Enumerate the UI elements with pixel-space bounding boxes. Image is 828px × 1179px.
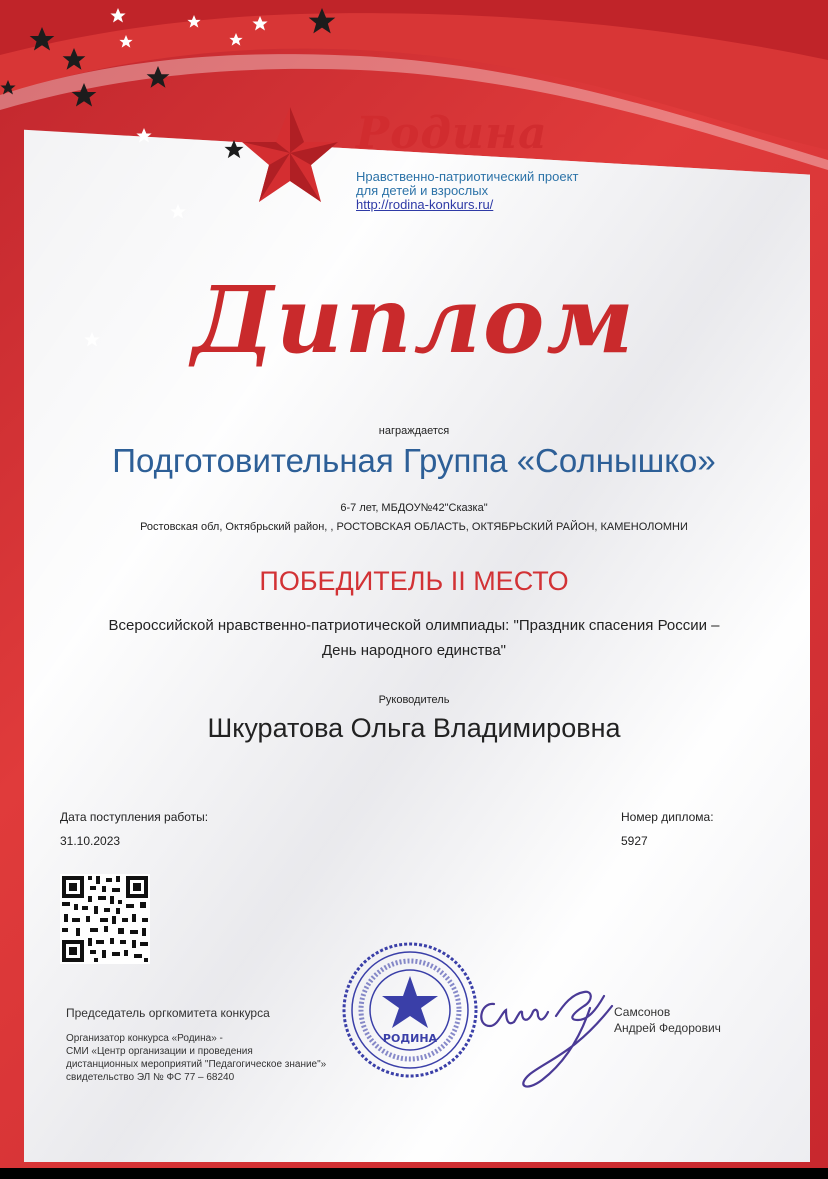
- brand-tagline: [356, 170, 626, 212]
- organizer-line-1: Организатор конкурса «Родина» -: [66, 1033, 223, 1044]
- qr-code[interactable]: [60, 874, 150, 964]
- official-seal-stamp: [340, 940, 480, 1080]
- signer-line-2: Андрей Федорович: [614, 1021, 721, 1035]
- star-icon: [229, 33, 242, 46]
- star-icon: [252, 16, 267, 30]
- brand-name: Родина: [356, 108, 548, 159]
- signature: [472, 982, 622, 1102]
- recipient-address: Ростовская обл, Октябрьский район, , РОСТОВСКАЯ ОБЛАСТЬ, ОКТЯБРЬСКИЙ РАЙОН, КАМЕНОЛОМНИ: [140, 521, 688, 533]
- signer-line-1: Самсонов: [614, 1005, 671, 1019]
- chair-label: Председатель оргкомитета конкурса: [66, 1006, 270, 1020]
- star-icon: [119, 35, 132, 48]
- awarded-label: награждается: [378, 425, 450, 437]
- diploma-number-value: 5927: [621, 834, 648, 848]
- organizer-line-3: дистанционных мероприятий "Педагогическое знание"»: [66, 1059, 327, 1070]
- star-icon: [110, 8, 125, 22]
- olympiad-name: [0, 613, 828, 663]
- leader-name: Шкуратова Ольга Владимировна: [207, 713, 621, 743]
- star-icon: [136, 128, 151, 142]
- age-institution: 6-7 лет, МБДОУ№42"Сказка": [340, 502, 488, 514]
- star-icon: [0, 80, 15, 94]
- seal-text: РОДИНА: [382, 1032, 438, 1045]
- date-label: Дата поступления работы:: [60, 810, 209, 824]
- olympiad-line-1: Всероссийской нравственно-патриотической олимпиады: "Праздник спасения России –: [108, 617, 720, 634]
- leader-label: Руководитель: [378, 694, 450, 706]
- organizer-info: [66, 1032, 366, 1084]
- date-value: 31.10.2023: [60, 834, 121, 848]
- star-icon: [63, 48, 86, 70]
- seal-star-icon: [382, 976, 438, 1028]
- site-link[interactable]: http://rodina-konkurs.ru/: [356, 197, 494, 212]
- tagline-line-1: Нравственно-патриотический проект: [356, 169, 579, 184]
- star-icon: [170, 204, 185, 218]
- star-icon: [30, 27, 55, 51]
- olympiad-line-2: День народного единства": [321, 642, 507, 659]
- placement-title: ПОБЕДИТЕЛЬ II МЕСТО: [259, 566, 569, 596]
- signer-name: [614, 1004, 721, 1036]
- star-icon: [72, 83, 97, 107]
- recipient-name: Подготовительная Группа «Солнышко»: [112, 442, 716, 479]
- star-icon: [309, 8, 336, 33]
- organizer-line-2: СМИ «Центр организации и проведения: [66, 1046, 253, 1057]
- star-icon: [187, 15, 200, 28]
- star-icon: [147, 66, 170, 88]
- diploma-number-label: Номер диплома:: [621, 810, 714, 824]
- organizer-line-4: свидетельство ЭЛ № ФС 77 – 68240: [66, 1072, 235, 1083]
- tagline-line-2: для детей и взрослых: [356, 183, 489, 198]
- red-star-icon: [240, 104, 340, 210]
- small-black-star-icon: [222, 138, 246, 162]
- diploma-title: Диплом: [192, 266, 636, 374]
